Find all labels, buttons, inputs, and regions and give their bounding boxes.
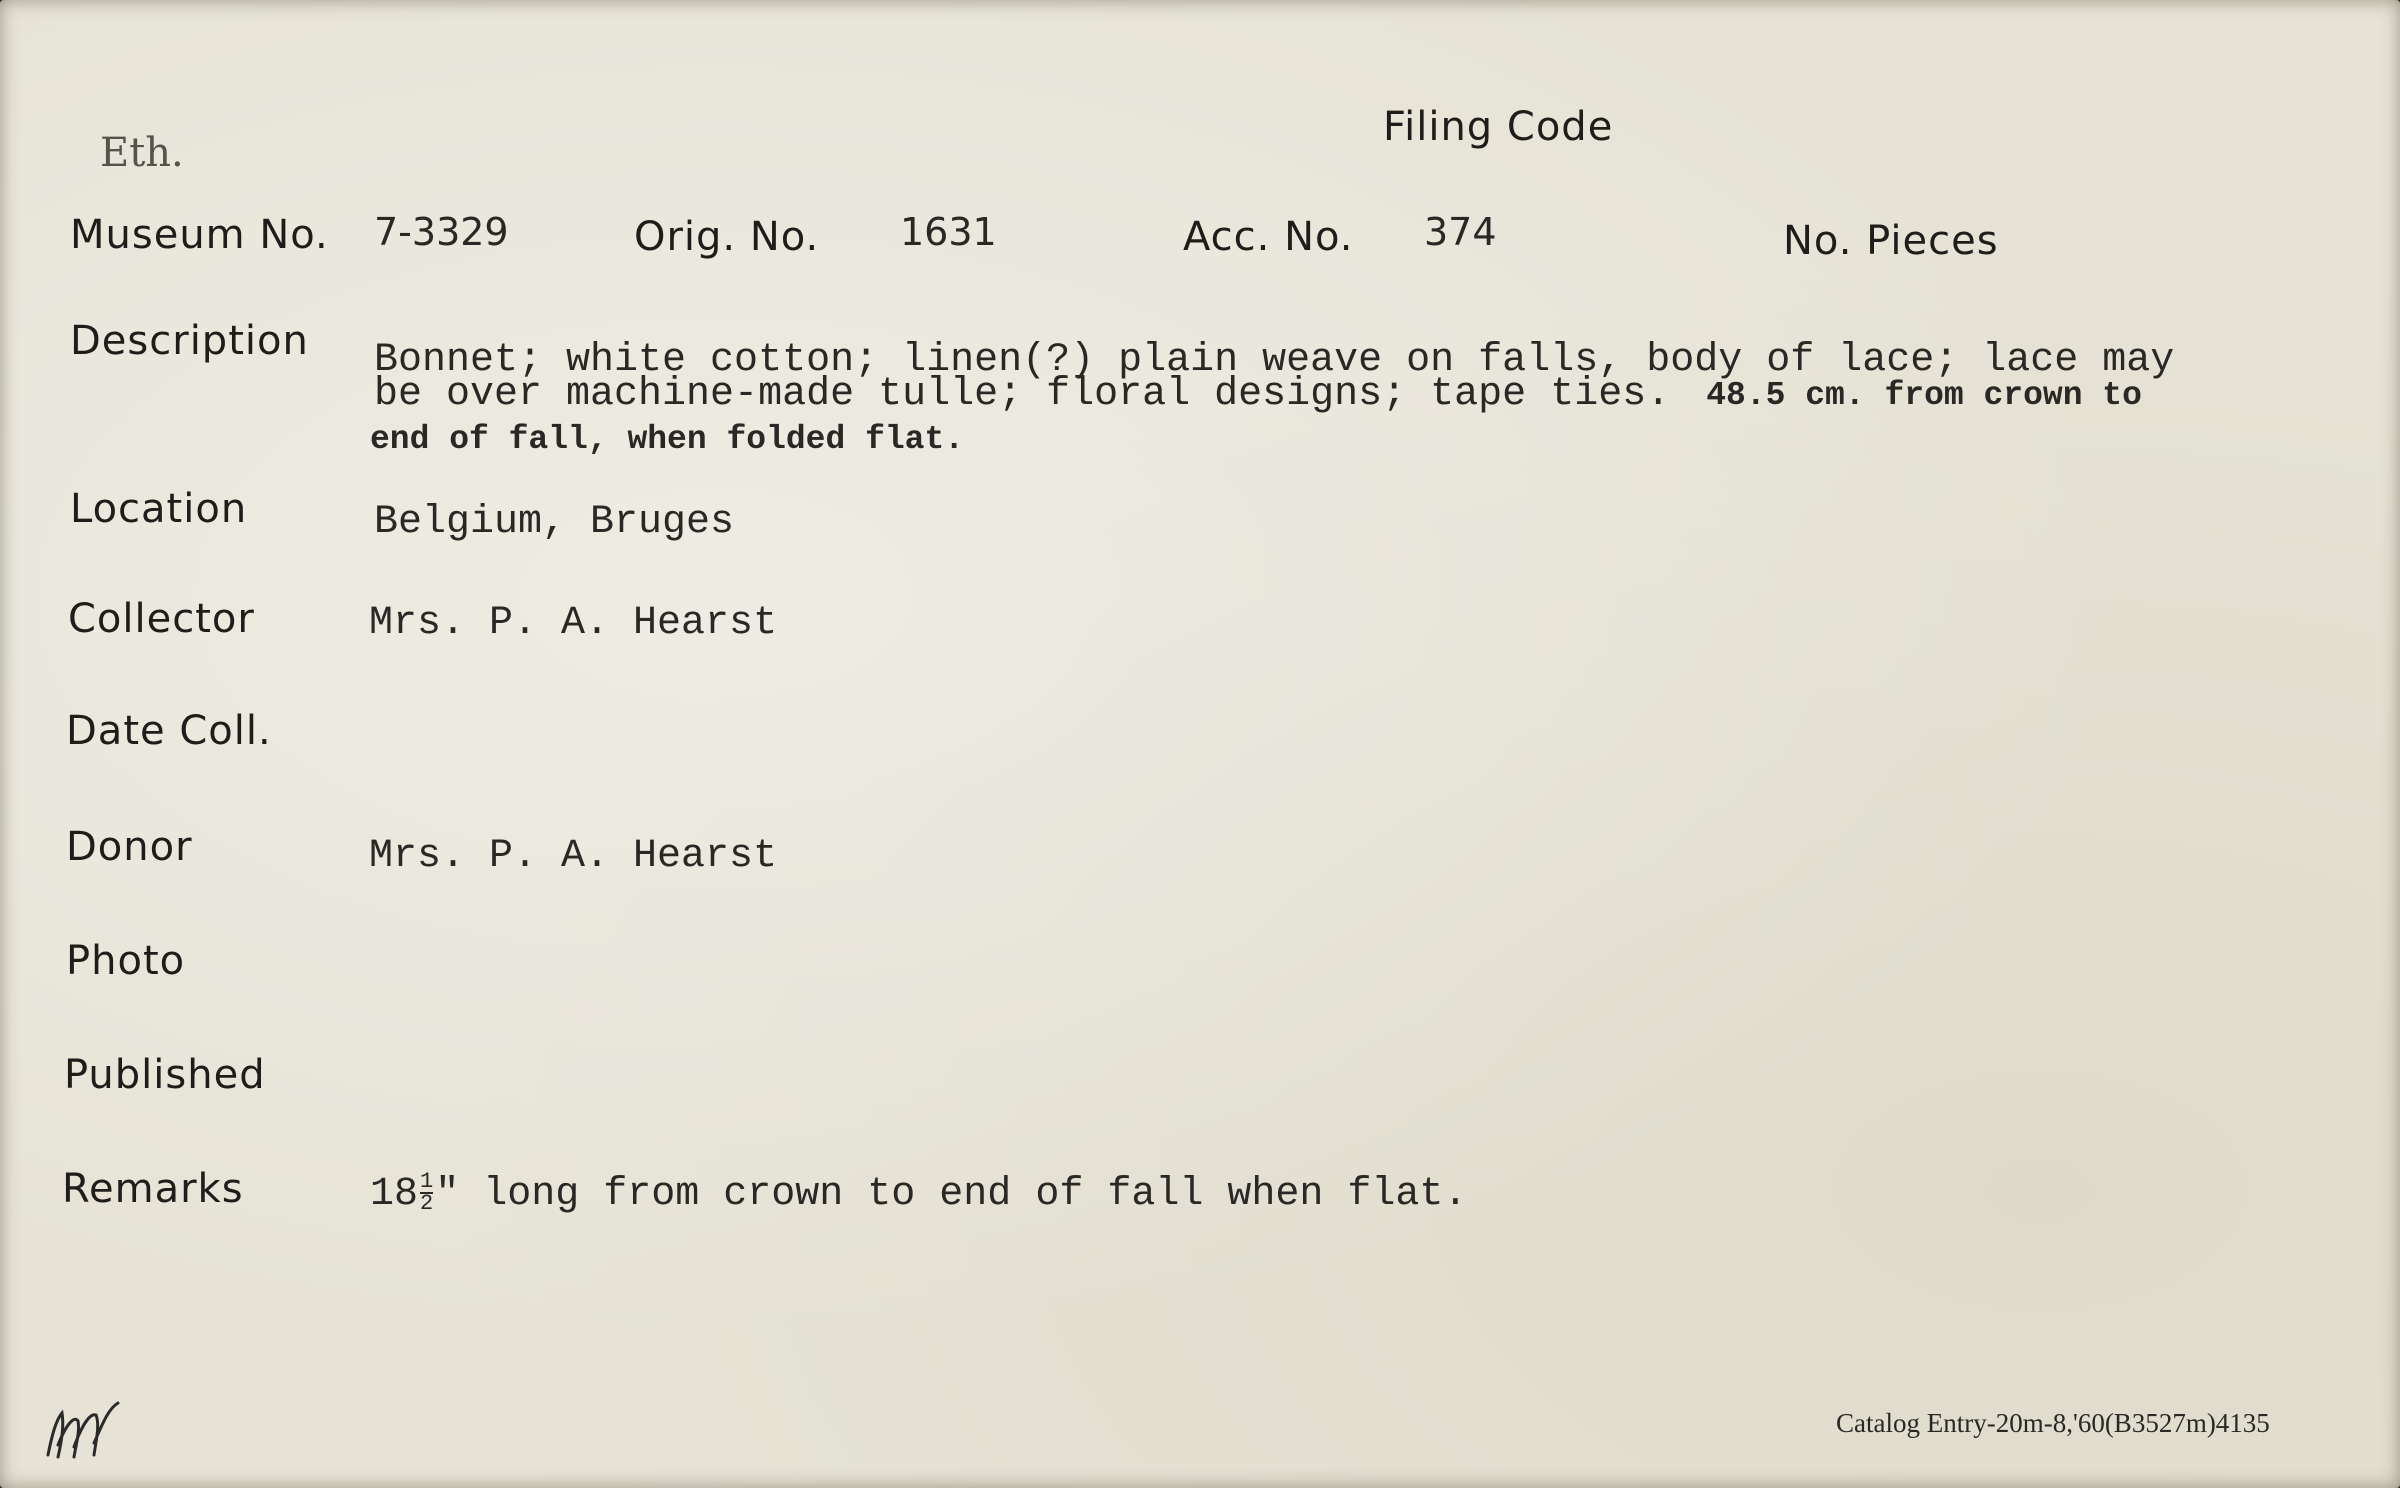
remarks-fraction-numerator: 1 [420,1169,434,1195]
date-coll-label: Date Coll. [66,708,272,754]
museum-no-label: Museum No. [70,212,329,258]
location-value: Belgium, Bruges [374,500,735,545]
acc-no-label: Acc. No. [1183,214,1354,260]
remarks-fraction [420,1169,434,1217]
description-line-3: end of fall, when folded flat. [370,421,965,458]
remarks-value [370,1169,1468,1217]
donor-value: Mrs. P. A. Hearst [369,834,778,879]
donor-label: Donor [66,824,193,870]
remarks-fraction-denominator: 2 [420,1191,434,1217]
description-line-2 [374,372,2142,417]
museum-no-value: 7-3329 [374,210,509,254]
orig-no-label: Orig. No. [634,214,820,260]
location-label: Location [70,486,248,532]
no-pieces-label: No. Pieces [1783,218,1999,264]
remarks-label: Remarks [62,1166,244,1212]
description-line-2-addendum: 48.5 cm. from crown to [1706,377,2142,414]
handwritten-initials [38,1395,128,1480]
department-label: Eth. [100,130,184,176]
collector-value: Mrs. P. A. Hearst [369,601,778,646]
photo-label: Photo [66,938,186,984]
orig-no-value: 1631 [900,210,997,254]
acc-no-value: 374 [1424,210,1497,254]
collector-label: Collector [68,596,255,642]
filing-code-label: Filing Code [1383,104,1614,150]
catalog-entry-footer: Catalog Entry-20m-8,'60(B3527m)4135 [1836,1408,2270,1438]
description-label: Description [70,318,309,364]
published-label: Published [64,1052,266,1098]
initials-signature-icon [38,1395,128,1475]
remarks-text: " long from crown to end of fall when flat. [435,1172,1468,1217]
description-line-2-main: be over machine-made tulle; floral designs; tape ties. [374,372,1671,417]
remarks-whole-number: 18 [370,1172,419,1217]
description-line-1: Bonnet; white cotton; linen(?) plain weave on falls, body of lace; lace may [374,338,2175,383]
